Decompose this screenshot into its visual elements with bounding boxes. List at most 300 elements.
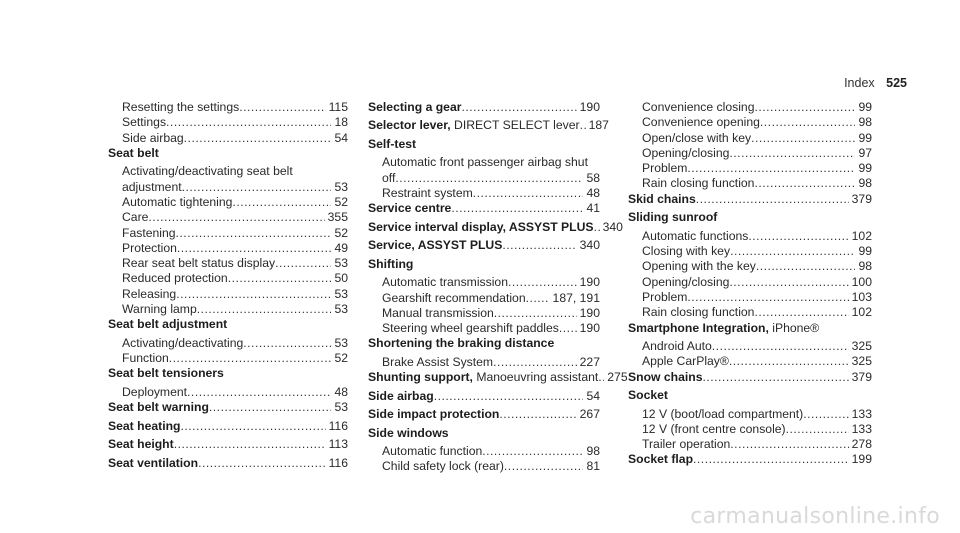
subentry-label: Manual transmission <box>382 305 494 320</box>
index-subentry <box>108 302 348 317</box>
heading-text: Shortening the braking distance <box>368 336 555 351</box>
page-ref: 52 <box>334 194 348 209</box>
subentry-label: Function <box>122 351 169 366</box>
entry-line <box>642 437 872 452</box>
dot-leader <box>243 336 331 351</box>
index-subentry <box>108 287 348 302</box>
page-header <box>844 76 907 90</box>
entry-line <box>108 366 348 381</box>
subentry-label: Side airbag <box>122 130 184 145</box>
entry-line <box>642 161 872 176</box>
subentry-text <box>642 275 729 290</box>
index-heading <box>628 452 872 467</box>
page-ref: 54 <box>586 388 600 403</box>
subentry-label: Restraint system <box>382 186 473 201</box>
heading-text <box>108 400 209 415</box>
heading-label: Skid chains <box>628 191 696 206</box>
page-ref: 355 <box>327 210 348 225</box>
entry-line <box>368 407 600 422</box>
subentry-label: Releasing <box>122 286 177 301</box>
entry-line <box>368 389 600 404</box>
dot-leader <box>696 192 849 207</box>
subentry-label: Rear seat belt status display <box>122 256 276 271</box>
page-ref: 99 <box>858 244 872 259</box>
heading-text <box>368 389 434 404</box>
subentry-label: Settings <box>122 115 167 130</box>
heading-text <box>628 370 703 385</box>
page-ref: 190 <box>579 305 600 320</box>
heading-text <box>368 118 580 133</box>
dot-leader <box>502 238 576 253</box>
entry-line <box>642 131 872 146</box>
index-subentry <box>368 275 600 290</box>
dot-leader <box>504 459 584 474</box>
heading-text: Side windows <box>368 425 449 440</box>
index-heading <box>108 317 348 332</box>
index-subentry <box>108 256 348 271</box>
dot-leader <box>730 244 855 259</box>
subentry-label: Closing with key <box>642 244 731 259</box>
index-heading <box>108 419 348 434</box>
page-ref: 81 <box>586 459 600 474</box>
subentry-label: 12 V (boot/load compartment) <box>642 406 804 421</box>
page-ref: 102 <box>851 305 872 320</box>
heading-text <box>368 100 461 115</box>
heading-text <box>108 456 198 471</box>
dot-leader <box>182 180 332 195</box>
heading-label: Selector lever, <box>368 118 451 133</box>
entry-line <box>642 275 872 290</box>
entry-line <box>382 321 600 336</box>
page-ref: 99 <box>858 100 872 114</box>
subentry-text <box>122 256 275 271</box>
page-ref: 50 <box>334 271 348 286</box>
entry-line <box>642 259 872 274</box>
dot-leader <box>461 100 576 115</box>
entry-line <box>368 118 609 133</box>
subentry-text <box>122 271 228 286</box>
entry-line <box>642 229 872 244</box>
page-ref: 115 <box>328 100 348 114</box>
page-ref: 53 <box>334 286 348 301</box>
subentry-label: Care <box>122 210 149 225</box>
page-ref: 190 <box>579 100 600 114</box>
entry-line <box>382 171 600 186</box>
page-ref: 190 <box>579 275 600 290</box>
page-ref: 48 <box>334 384 348 399</box>
index-subentry <box>368 306 600 321</box>
subentry-label: Convenience opening <box>642 115 760 130</box>
index-heading <box>368 100 600 115</box>
heading-label: Socket flap <box>628 452 694 467</box>
entry-line <box>628 210 872 225</box>
dot-leader <box>729 146 855 161</box>
subentry-text <box>382 459 504 474</box>
page-ref: 52 <box>334 351 348 366</box>
index-heading <box>368 426 600 441</box>
subentry-label: Rain closing function <box>642 305 755 320</box>
page-ref: 340 <box>602 219 623 234</box>
index-subentry <box>628 229 872 244</box>
page-ref: 54 <box>334 130 348 145</box>
index-subentry <box>628 259 872 274</box>
dot-leader <box>729 275 848 290</box>
index-heading <box>628 192 872 207</box>
subentry-label: Fastening <box>122 225 176 240</box>
dot-leader <box>198 456 325 471</box>
entry-line <box>382 444 600 459</box>
subentry-text <box>642 354 729 369</box>
subentry-label: Trailer operation <box>642 437 731 452</box>
entry-line <box>642 305 872 320</box>
entry-line <box>108 317 348 332</box>
heading-text: Shifting <box>368 256 414 271</box>
page-ref: 49 <box>334 240 348 255</box>
index-subentry <box>368 444 600 459</box>
entry-line <box>122 241 348 256</box>
heading-text <box>368 220 594 235</box>
index-subentry <box>108 210 348 225</box>
heading-extra: DIRECT SELECT lever <box>450 118 580 133</box>
dot-leader <box>169 351 332 366</box>
subentry-label: Brake Assist System <box>382 354 494 369</box>
dot-leader <box>751 131 855 146</box>
page-ref: 53 <box>334 302 348 317</box>
entry-line <box>382 355 600 370</box>
page-ref: 275 <box>607 370 628 385</box>
subentry-text <box>642 305 754 320</box>
dot-leader <box>754 305 848 320</box>
dot-leader <box>499 407 576 422</box>
subentry-text <box>122 351 169 366</box>
index-heading <box>108 366 348 381</box>
subentry-label: Reduced protection <box>122 271 228 286</box>
page-ref: 98 <box>858 176 872 191</box>
page-ref: 133 <box>851 421 872 436</box>
entry-line <box>382 186 600 201</box>
page-ref: 41 <box>586 201 600 216</box>
subentry-label: Automatic transmission <box>382 275 508 290</box>
entry-line <box>368 219 623 235</box>
entry-line <box>382 275 600 290</box>
dot-leader <box>451 201 583 216</box>
subentry-text <box>642 115 760 130</box>
entry-line <box>122 287 348 302</box>
subentry-text <box>122 115 166 130</box>
dot-leader <box>687 290 848 305</box>
subentry-label: Warning lamp <box>122 302 197 317</box>
index-subentry <box>108 100 348 115</box>
index-heading <box>368 370 628 385</box>
subentry-text <box>382 275 508 290</box>
subentry-label: 12 V (front centre console) <box>642 421 786 436</box>
page-ref: 103 <box>851 289 872 304</box>
dot-leader <box>239 100 325 115</box>
dot-leader <box>756 259 856 274</box>
index-subentry <box>628 115 872 130</box>
index-subentry <box>368 355 600 370</box>
entry-line <box>628 321 872 336</box>
index-subentry <box>108 131 348 146</box>
page-ref: 98 <box>858 115 872 130</box>
heading-label: Seat height <box>108 437 174 452</box>
page-ref: 98 <box>858 259 872 274</box>
heading-label: Service centre <box>368 201 452 216</box>
subentry-label: Opening/closing <box>642 274 730 289</box>
page-ref: 18 <box>334 115 348 130</box>
page-ref: 48 <box>586 186 600 201</box>
page-ref: 199 <box>851 452 872 467</box>
index-subentry <box>108 115 348 130</box>
entry-line <box>122 131 348 146</box>
subentry-text <box>122 336 243 351</box>
subentry-text <box>122 226 176 241</box>
entry-line <box>122 210 348 225</box>
index-subentry <box>108 385 348 400</box>
subentry-text <box>642 146 729 161</box>
subentry-label: Activating/deactivating <box>122 335 244 350</box>
index-subentry <box>628 161 872 176</box>
page-ref: 116 <box>328 455 348 470</box>
heading-text <box>368 370 598 385</box>
subentry-label: Deployment <box>122 384 188 399</box>
page-ref: 99 <box>858 161 872 176</box>
heading-text <box>108 437 174 452</box>
index-subentry <box>108 180 348 195</box>
index-heading <box>108 146 348 161</box>
entry-line <box>122 226 348 241</box>
dot-leader <box>508 275 577 290</box>
heading-label: Shunting support, <box>368 370 473 385</box>
page-ref: 379 <box>851 369 872 384</box>
index-heading <box>628 210 872 225</box>
index-column-3 <box>628 100 872 471</box>
subentry-text <box>122 210 148 225</box>
subentry-text <box>122 287 176 302</box>
index-subentry <box>368 459 600 474</box>
index-heading <box>368 219 623 235</box>
subentry-label: Android Auto <box>642 339 712 354</box>
index-subentry <box>368 155 600 170</box>
subentry-text <box>642 290 687 305</box>
index-heading <box>368 257 600 272</box>
index-subentry <box>108 336 348 351</box>
index-heading <box>368 407 600 422</box>
dot-leader <box>209 400 332 415</box>
dot-leader <box>754 100 855 115</box>
entry-line <box>628 192 872 207</box>
index-label: Index <box>844 76 875 90</box>
subentry-text <box>642 339 712 354</box>
entry-line <box>382 291 600 306</box>
index-subentry <box>628 407 872 422</box>
page-ref: 116 <box>328 418 348 433</box>
subentry-text <box>382 321 559 336</box>
entry-line <box>108 456 348 471</box>
entry-line <box>642 244 872 259</box>
dot-leader <box>473 186 584 201</box>
index-subentry <box>108 164 348 179</box>
subentry-text <box>642 176 754 191</box>
subentry-text <box>382 291 526 306</box>
entry-line <box>368 257 600 272</box>
subentry-label: Open/close with key <box>642 130 752 145</box>
entry-line <box>642 339 872 354</box>
page-ref: 53 <box>334 256 348 271</box>
subentry-text <box>382 444 482 459</box>
entry-line <box>368 370 628 385</box>
index-heading <box>368 389 600 404</box>
index-subentry <box>628 176 872 191</box>
page-ref: 267 <box>579 407 600 422</box>
subentry-label: Resetting the settings <box>122 100 240 114</box>
page-ref: 325 <box>851 354 872 369</box>
dot-leader <box>754 176 855 191</box>
heading-label: Side airbag <box>368 388 434 403</box>
page-ref: 133 <box>851 406 872 421</box>
entry-line <box>368 100 600 115</box>
index-heading <box>628 321 872 336</box>
dot-leader <box>693 452 849 467</box>
subentry-text <box>122 100 239 115</box>
subentry-text <box>122 180 182 195</box>
entry-line <box>108 419 348 434</box>
page-ref: 53 <box>334 335 348 350</box>
dot-leader <box>176 287 331 302</box>
index-subentry <box>108 226 348 241</box>
heading-label: Seat heating <box>108 418 181 433</box>
dot-leader <box>786 422 849 437</box>
subentry-label: Problem <box>642 161 688 176</box>
dot-leader <box>180 419 325 434</box>
subentry-text <box>642 407 803 422</box>
index-heading <box>628 388 872 403</box>
dot-leader <box>730 437 848 452</box>
heading-text: Seat belt <box>108 145 159 160</box>
index-subentry <box>628 305 872 320</box>
entry-line <box>642 115 872 130</box>
subentry-label: Opening/closing <box>642 145 730 160</box>
entry-line <box>628 388 872 403</box>
subentry-text <box>642 100 754 115</box>
page-ref: 98 <box>586 444 600 459</box>
page-number: 525 <box>886 76 907 90</box>
dot-leader <box>712 339 849 354</box>
entry-line <box>122 302 348 317</box>
subentry-text <box>122 385 187 400</box>
index-subentry <box>628 339 872 354</box>
heading-label: Seat belt warning <box>108 400 209 415</box>
index-subentry <box>628 290 872 305</box>
entry-line <box>122 271 348 286</box>
entry-line <box>642 422 872 437</box>
entry-line <box>368 137 600 152</box>
subentry-text <box>382 306 494 321</box>
heading-text <box>628 192 696 207</box>
index-subentry <box>368 186 600 201</box>
entry-line <box>122 100 348 115</box>
heading-text <box>628 452 693 467</box>
dot-leader <box>703 370 849 385</box>
index-subentry <box>368 291 600 306</box>
page-ref: 97 <box>858 145 872 160</box>
index-heading <box>108 456 348 471</box>
entry-line <box>368 336 600 351</box>
subentry-text <box>382 355 493 370</box>
dot-leader <box>148 210 324 225</box>
index-subentry <box>108 351 348 366</box>
heading-label: Snow chains <box>628 369 703 384</box>
subentry-text: Activating/deactivating seat belt <box>122 164 293 179</box>
entry-line <box>642 354 872 369</box>
entry-line <box>642 407 872 422</box>
index-subentry <box>108 271 348 286</box>
dot-leader <box>526 291 550 306</box>
heading-text <box>368 407 499 422</box>
index-heading <box>368 238 600 253</box>
entry-line <box>642 146 872 161</box>
entry-line <box>382 306 600 321</box>
page-ref: 53 <box>334 179 348 194</box>
entry-line <box>628 452 872 467</box>
entry-line <box>628 370 872 385</box>
subentry-text <box>122 302 197 317</box>
index-heading <box>368 137 600 152</box>
dot-leader <box>493 355 577 370</box>
subentry-label: Problem <box>642 289 688 304</box>
subentry-text <box>122 241 177 256</box>
page-ref: 379 <box>851 191 872 206</box>
index-subentry <box>108 241 348 256</box>
subentry-text: Automatic front passenger airbag shut <box>382 155 588 170</box>
entry-line <box>122 385 348 400</box>
page-ref: 340 <box>579 238 600 253</box>
entry-line <box>382 155 600 170</box>
index-subentry <box>628 131 872 146</box>
entry-line <box>108 146 348 161</box>
entry-line <box>642 100 872 115</box>
dot-leader <box>232 195 331 210</box>
heading-label: Seat ventilation <box>108 455 199 470</box>
page-ref: 99 <box>858 130 872 145</box>
entry-line <box>122 164 348 179</box>
dot-leader <box>174 437 326 452</box>
index-heading <box>368 336 600 351</box>
subentry-label: Apple CarPlay® <box>642 354 729 369</box>
page-ref: 278 <box>851 437 872 452</box>
dot-leader <box>729 354 849 369</box>
dot-leader <box>166 115 331 130</box>
subentry-label: Automatic functions <box>642 228 749 243</box>
page-ref: 102 <box>851 228 872 243</box>
subentry-label: Gearshift recommendation <box>382 290 526 305</box>
dot-leader <box>559 321 577 336</box>
dot-leader <box>176 226 332 241</box>
index-heading <box>628 370 872 385</box>
heading-label: Service, ASSYST PLUS <box>368 238 503 253</box>
subentry-text <box>122 195 232 210</box>
dot-leader <box>803 407 848 422</box>
dot-leader <box>494 306 577 321</box>
index-subentry <box>368 171 600 186</box>
page-ref: 113 <box>328 437 348 452</box>
subentry-label: Steering wheel gearshift paddles <box>382 321 559 336</box>
page-ref: 187 <box>588 118 609 133</box>
page-ref: 325 <box>851 339 872 354</box>
subentry-label: Convenience closing <box>642 100 755 114</box>
subentry-text <box>642 259 756 274</box>
dot-leader <box>434 389 584 404</box>
